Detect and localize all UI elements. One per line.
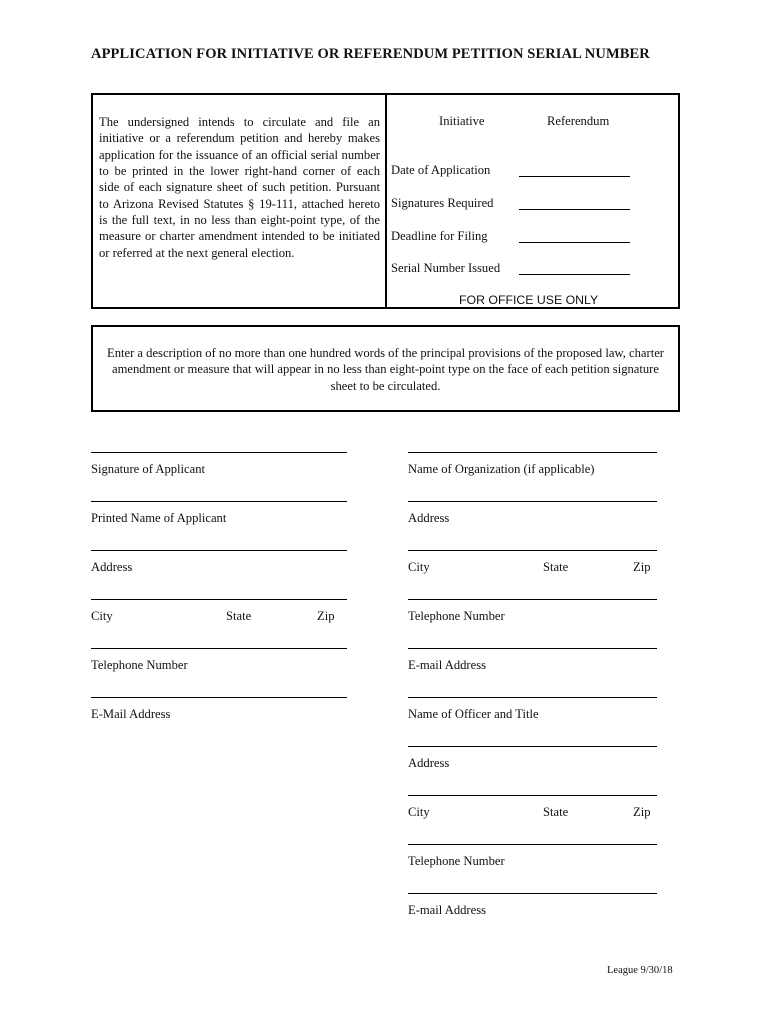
officer-telephone-field[interactable] xyxy=(408,854,505,869)
intro-text: The undersigned intends to circulate and file an initiative or a referendum petition and hereby makes application for the issuance of an official serial number to be printed in the lower right-hand corner of each side of each signature sheet of such petition. Pursuant to Arizona Revised Statutes § 19-111, attached hereto is the full text, in no less than eight-point type, of the measure or charter amendment intended to be initiated or referred at the next general election. xyxy=(99,115,380,260)
officer-telephone-line xyxy=(408,844,657,845)
organization-name-label: Name of Organization (if applicable) xyxy=(408,462,595,476)
applicant-email-label: E-Mail Address xyxy=(91,707,171,721)
applicant-signature-label: Signature of Applicant xyxy=(91,462,206,476)
officer-name-title-field[interactable] xyxy=(408,707,539,722)
form-version: League 9/30/18 xyxy=(607,965,673,976)
applicant-printed-name-label: Printed Name of Applicant xyxy=(91,511,227,525)
officer-zip-label: Zip xyxy=(633,805,651,819)
page-title: APPLICATION FOR INITIATIVE OR REFERENDUM PETITION SERIAL NUMBER xyxy=(91,46,650,62)
organization-name-field[interactable] xyxy=(408,462,595,477)
officer-city-label: City xyxy=(408,805,430,819)
applicant-telephone-field[interactable] xyxy=(91,658,188,673)
date-of-application-row xyxy=(391,163,490,178)
officer-email-line xyxy=(408,893,657,894)
email-line xyxy=(91,697,347,698)
signatures-required-row xyxy=(391,196,493,211)
organization-telephone-field[interactable] xyxy=(408,609,505,624)
deadline-for-filing-row xyxy=(391,229,488,244)
date-of-application-label: Date of Application xyxy=(391,163,491,177)
box-divider xyxy=(385,95,387,307)
organization-zip-label: Zip xyxy=(633,560,651,574)
organization-telephone-label: Telephone Number xyxy=(408,609,505,623)
serial-number-issued-field[interactable] xyxy=(519,274,630,275)
serial-number-issued-row xyxy=(391,261,500,276)
officer-address-field[interactable] xyxy=(408,756,449,771)
applicant-address-field[interactable] xyxy=(91,560,132,575)
officer-name-line xyxy=(408,697,657,698)
organization-address-label: Address xyxy=(408,511,450,525)
serial-number-issued-label: Serial Number Issued xyxy=(391,261,501,275)
applicant-zip-label: Zip xyxy=(317,609,335,623)
office-use-only-label: FOR OFFICE USE ONLY xyxy=(459,293,599,307)
organization-email-label: E-mail Address xyxy=(408,658,486,672)
description-box[interactable] xyxy=(91,325,680,412)
initiative-option[interactable]: Initiative xyxy=(439,114,485,128)
officer-email-label: E-mail Address xyxy=(408,903,486,917)
deadline-for-filing-field[interactable] xyxy=(519,242,630,243)
officer-name-title-label: Name of Officer and Title xyxy=(408,707,539,721)
applicant-telephone-label: Telephone Number xyxy=(91,658,188,672)
description-instructions: Enter a description of no more than one hundred words of the principal provisions of the proposed law, charter amendment or measure that will appear in no less than eight-point type on the face of each petition signature sheet to be circulated. xyxy=(107,346,664,393)
applicant-address-label: Address xyxy=(91,560,133,574)
applicant-email-field[interactable] xyxy=(91,707,170,722)
signature-line xyxy=(91,452,347,453)
organization-telephone-line xyxy=(408,599,657,600)
organization-city-line xyxy=(408,550,657,551)
organization-email-field[interactable] xyxy=(408,658,486,673)
applicant-signature-field[interactable] xyxy=(91,462,205,477)
organization-address-line xyxy=(408,501,657,502)
officer-city-line xyxy=(408,795,657,796)
organization-email-line xyxy=(408,648,657,649)
city-state-zip-line xyxy=(91,599,347,600)
organization-city-label: City xyxy=(408,560,430,574)
telephone-line xyxy=(91,648,347,649)
office-use-panel xyxy=(391,95,678,307)
deadline-for-filing-label: Deadline for Filing xyxy=(391,229,488,243)
organization-address-field[interactable] xyxy=(408,511,449,526)
application-info-box xyxy=(91,93,680,309)
signatures-required-label: Signatures Required xyxy=(391,196,494,210)
referendum-option[interactable]: Referendum xyxy=(547,114,610,128)
applicant-state-label: State xyxy=(226,609,252,623)
officer-telephone-label: Telephone Number xyxy=(408,854,505,868)
date-of-application-field[interactable] xyxy=(519,176,630,177)
applicant-printed-name-field[interactable] xyxy=(91,511,226,526)
printed-name-line xyxy=(91,501,347,502)
organization-name-line xyxy=(408,452,657,453)
officer-address-line xyxy=(408,746,657,747)
officer-address-label: Address xyxy=(408,756,450,770)
organization-state-label: State xyxy=(543,560,569,574)
signatures-required-field[interactable] xyxy=(519,209,630,210)
applicant-city-label: City xyxy=(91,609,113,623)
address-line xyxy=(91,550,347,551)
officer-email-field[interactable] xyxy=(408,903,486,918)
officer-state-label: State xyxy=(543,805,569,819)
